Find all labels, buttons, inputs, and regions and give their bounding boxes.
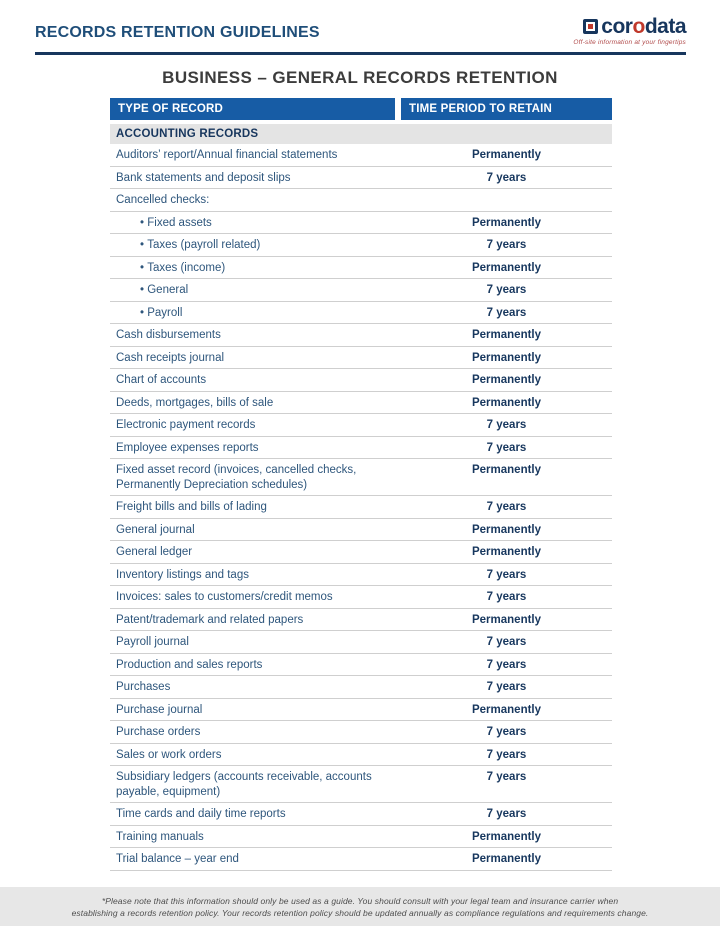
retention-period-cell: 7 years xyxy=(486,501,527,513)
table-row xyxy=(110,392,612,415)
logo-text-suffix: data xyxy=(644,15,686,38)
record-type-cell: Cash receipts journal xyxy=(116,351,225,364)
header-divider-rule xyxy=(35,52,686,55)
record-type-cell: Freight bills and bills of lading xyxy=(116,501,267,513)
table-row xyxy=(110,302,612,325)
table-row xyxy=(110,766,612,803)
retention-period-cell: Permanently xyxy=(471,396,542,409)
record-type-cell: • Payroll xyxy=(110,306,401,321)
retention-period-cell: 7 years xyxy=(486,636,527,648)
column-header-type-of-record: TYPE OF RECORD xyxy=(110,98,395,120)
table-row xyxy=(110,721,612,744)
table-row xyxy=(110,324,612,347)
record-type-cell: Patent/trademark and related papers xyxy=(116,613,304,626)
retention-period-cell: 7 years xyxy=(486,591,527,603)
record-type-cell: Fixed asset record (invoices, cancelled checks, Permanently Depreciation schedules) xyxy=(116,464,357,491)
record-type-cell: • General xyxy=(110,283,401,298)
retention-period-cell: Permanently xyxy=(471,351,542,364)
retention-period-cell: Permanently xyxy=(471,613,542,626)
table-row xyxy=(110,189,612,212)
table-row xyxy=(110,803,612,826)
table-row xyxy=(110,369,612,392)
record-type-cell: Purchase orders xyxy=(116,726,201,738)
record-type-cell: General ledger xyxy=(116,546,193,558)
record-type-cell: Time cards and daily time reports xyxy=(116,808,286,820)
table-row xyxy=(110,234,612,257)
table-header xyxy=(110,98,612,120)
table-row xyxy=(110,564,612,587)
record-type-cell: Employee expenses reports xyxy=(116,441,259,454)
retention-period-cell: 7 years xyxy=(486,748,527,761)
retention-period-cell: 7 years xyxy=(486,568,527,581)
retention-period-cell: 7 years xyxy=(486,171,527,184)
footer-disclaimer xyxy=(0,887,720,926)
footer-disclaimer-line-2: establishing a records retention policy. Your records retention policy should be updated annually as compliance regulations and requirements change. xyxy=(71,907,649,918)
retention-period-cell: 7 years xyxy=(486,284,527,296)
retention-period-cell: Permanently xyxy=(471,523,542,536)
retention-period-cell: Permanently xyxy=(471,216,542,229)
record-type-cell: Auditors’ report/Annual financial statements xyxy=(116,149,338,161)
logo-tagline: Off-site information at your fingertips xyxy=(573,39,686,46)
retention-period-cell: Permanently xyxy=(471,546,542,558)
table-row xyxy=(110,414,612,437)
table-row xyxy=(110,609,612,632)
logo-text-prefix: cor xyxy=(601,15,633,38)
table-row xyxy=(110,519,612,542)
record-type-cell: Payroll journal xyxy=(116,636,189,648)
record-type-cell: Electronic payment records xyxy=(116,419,256,431)
retention-period-cell: 7 years xyxy=(486,441,527,454)
record-type-cell: Cancelled checks: xyxy=(116,194,210,206)
record-type-cell: Invoices: sales to customers/credit memos xyxy=(116,591,333,603)
record-type-cell: Cash disbursements xyxy=(116,329,221,341)
table-body xyxy=(110,144,612,871)
retention-period-cell: Permanently xyxy=(471,853,542,865)
retention-period-cell: 7 years xyxy=(486,239,527,251)
record-type-cell: Inventory listings and tags xyxy=(116,568,249,581)
table-row xyxy=(110,459,612,496)
retention-period-cell: Permanently xyxy=(471,374,542,386)
retention-period-cell: 7 years xyxy=(486,658,527,671)
table-row xyxy=(110,676,612,699)
page-title: RECORDS RETENTION GUIDELINES xyxy=(35,24,320,41)
retention-period-cell: 7 years xyxy=(486,419,527,431)
retention-period-cell: 7 years xyxy=(486,306,527,319)
table-row xyxy=(110,586,612,609)
table-row xyxy=(110,167,612,190)
retention-table xyxy=(110,98,612,871)
corodata-logo-text xyxy=(601,16,686,37)
table-row xyxy=(110,144,612,167)
retention-period-cell: Permanently xyxy=(471,261,542,274)
table-row xyxy=(110,699,612,722)
footer-disclaimer-line-1: *Please note that this information should only be used as a guide. You should consult with your legal team and insurance carrier when xyxy=(101,895,619,906)
corodata-logo-row xyxy=(583,16,686,37)
table-row xyxy=(110,257,612,280)
record-type-cell: Purchases xyxy=(116,681,171,693)
record-type-cell: • Taxes (income) xyxy=(110,261,401,276)
record-type-cell: Chart of accounts xyxy=(116,374,207,386)
record-type-cell: General journal xyxy=(116,523,195,536)
retention-period-cell: 7 years xyxy=(486,726,527,738)
retention-period-cell: Permanently xyxy=(471,703,542,716)
record-type-cell: Production and sales reports xyxy=(116,658,263,671)
table-row xyxy=(110,541,612,564)
corodata-logo xyxy=(573,16,686,46)
table-row xyxy=(110,848,612,871)
record-type-cell: • Fixed assets xyxy=(110,216,401,231)
table-row xyxy=(110,826,612,849)
retention-period-cell: 7 years xyxy=(486,808,527,820)
retention-period-cell: Permanently xyxy=(471,830,542,843)
record-type-cell: Bank statements and deposit slips xyxy=(116,171,291,184)
record-type-cell: Purchase journal xyxy=(116,703,203,716)
record-type-cell: Trial balance – year end xyxy=(116,853,239,865)
record-type-cell: Sales or work orders xyxy=(116,748,222,761)
table-row xyxy=(110,654,612,677)
section-header-accounting-records: ACCOUNTING RECORDS xyxy=(110,124,612,144)
page-header xyxy=(0,0,720,46)
record-type-cell: Training manuals xyxy=(116,830,204,843)
retention-period-cell: Permanently xyxy=(471,149,542,161)
column-header-time-period: TIME PERIOD TO RETAIN xyxy=(401,98,612,120)
document-title: BUSINESS – GENERAL RECORDS RETENTION xyxy=(162,68,558,87)
retention-period-cell: Permanently xyxy=(471,329,542,341)
table-row xyxy=(110,496,612,519)
table-row xyxy=(110,212,612,235)
record-type-cell: • Taxes (payroll related) xyxy=(110,238,401,253)
retention-period-cell: 7 years xyxy=(486,681,527,693)
retention-period-cell: Permanently xyxy=(471,464,542,476)
logo-text-accent: o xyxy=(632,15,645,38)
table-row xyxy=(110,744,612,767)
table-row xyxy=(110,347,612,370)
table-row xyxy=(110,279,612,302)
corodata-logo-mark-icon xyxy=(583,19,598,34)
retention-period-cell: 7 years xyxy=(486,771,527,783)
record-type-cell: Subsidiary ledgers (accounts receivable, accounts payable, equipment) xyxy=(116,771,372,798)
table-row xyxy=(110,437,612,460)
record-type-cell: Deeds, mortgages, bills of sale xyxy=(116,396,274,409)
table-row xyxy=(110,631,612,654)
